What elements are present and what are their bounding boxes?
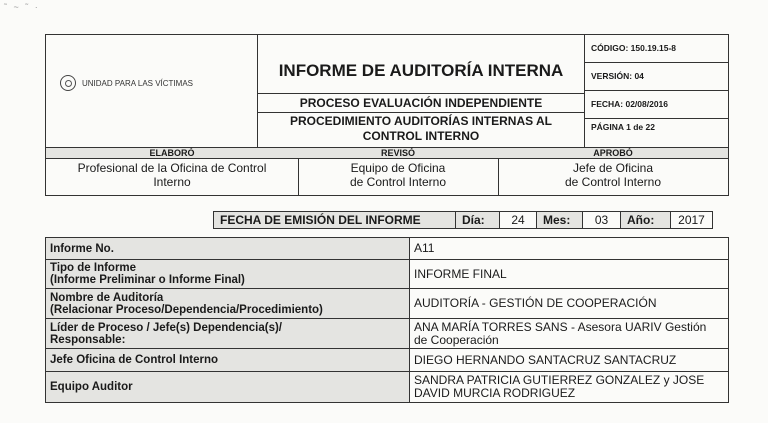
lider-label-line-2: Responsable:: [50, 333, 126, 346]
table-row: [46, 372, 728, 402]
informe-no-label: Informe No.: [46, 238, 410, 259]
elaboro-line-2: Interno: [153, 175, 191, 189]
jefe-value: DIEGO HERNANDO SANTACRUZ SANTACRUZ: [414, 352, 677, 367]
table-row: [46, 289, 728, 319]
elaboro-column: [46, 148, 299, 195]
lider-value: [410, 319, 728, 348]
coat-of-arms-icon: [60, 75, 76, 91]
title-cell: [258, 35, 585, 147]
reviso-label: REVISÓ: [298, 148, 498, 159]
month-value: 03: [583, 211, 621, 229]
document-meta: [585, 35, 728, 147]
lider-label: [46, 319, 410, 348]
aprobo-line-2: de Control Interno: [564, 175, 662, 189]
tipo-label-line-1: Tipo de Informe: [50, 262, 137, 274]
procedure-line-1: PROCEDIMIENTO AUDITORÍAS INTERNAS AL: [289, 114, 552, 128]
equipo-value-line-2: DAVID MURCIA RODRIGUEZ: [414, 386, 576, 400]
document-title: INFORME DE AUDITORÍA INTERNA: [278, 61, 564, 80]
equipo-label: Equipo Auditor: [46, 372, 410, 402]
meta-version: VERSIÓN: 04: [585, 63, 728, 91]
procedure-name: [258, 114, 584, 144]
scan-smudge: ˜ ~ ˜ ·: [4, 2, 40, 12]
logo-cell: [46, 35, 258, 147]
month-label: Mes:: [537, 211, 583, 229]
nombre-value: AUDITORÍA - GESTIÓN DE COOPERACIÓN: [414, 296, 657, 310]
aprobo-text: [498, 159, 728, 189]
elaboro-line-1: Profesional de la Oficina de Control: [77, 161, 267, 175]
reviso-column: [298, 148, 499, 195]
emission-date-row: [213, 211, 713, 229]
logo: [60, 75, 193, 91]
tipo-value: INFORME FINAL: [414, 266, 507, 281]
approvals-row: [45, 148, 729, 196]
logo-text: UNIDAD PARA LAS VÍCTIMAS: [82, 78, 193, 88]
table-row: [46, 260, 728, 289]
reviso-line-2: de Control Interno: [349, 175, 447, 189]
meta-fecha: FECHA: 02/08/2016: [585, 91, 728, 119]
equipo-value-line-1: SANDRA PATRICIA GUTIERREZ GONZALEZ y JOSE: [414, 373, 705, 387]
meta-pagina: PÁGINA 1 de 22: [591, 122, 655, 132]
report-info-table: [45, 237, 729, 403]
procedure-line-2: CONTROL INTERNO: [362, 129, 480, 143]
equipo-value: [410, 372, 728, 402]
table-row: [46, 349, 728, 372]
meta-codigo: CÓDIGO: 150.19.15-8: [585, 35, 728, 63]
elaboro-text: [46, 159, 298, 189]
aprobo-line-1: Jefe de Oficina: [572, 161, 654, 175]
day-value: 24: [500, 211, 537, 229]
reviso-line-1: Equipo de Oficina: [350, 161, 446, 175]
nombre-label-line-2: (Relacionar Proceso/Dependencia/Procedimiento): [50, 303, 323, 316]
document-header: [45, 34, 729, 148]
tipo-label: [46, 260, 410, 288]
reviso-text: [298, 159, 498, 189]
lider-value-line-2: de Cooperación: [414, 332, 499, 347]
day-label: Día:: [456, 211, 500, 229]
nombre-label: [46, 289, 410, 318]
aprobo-label: APROBÓ: [498, 148, 728, 159]
year-value: 2017: [671, 211, 713, 229]
lider-label-line-1: Líder de Proceso / Jefe(s) Dependencia(s)/: [50, 321, 282, 334]
tipo-label-line-2: (Informe Preliminar o Informe Final): [50, 274, 245, 286]
year-label: Año:: [621, 211, 671, 229]
process-name: PROCESO EVALUACIÓN INDEPENDIENTE: [258, 93, 584, 113]
informe-no-value: A11: [414, 241, 435, 255]
table-row: [46, 238, 728, 260]
lider-value-line-1: ANA MARÍA TORRES SANS - Asesora UARIV Gestión: [414, 319, 707, 334]
table-row: [46, 319, 728, 349]
emission-label: FECHA DE EMISIÓN DEL INFORME: [213, 211, 456, 229]
elaboro-label: ELABORÓ: [46, 148, 298, 159]
nombre-label-line-1: Nombre de Auditoría: [50, 291, 164, 304]
jefe-label: Jefe Oficina de Control Interno: [46, 349, 410, 371]
aprobo-column: [498, 148, 728, 195]
